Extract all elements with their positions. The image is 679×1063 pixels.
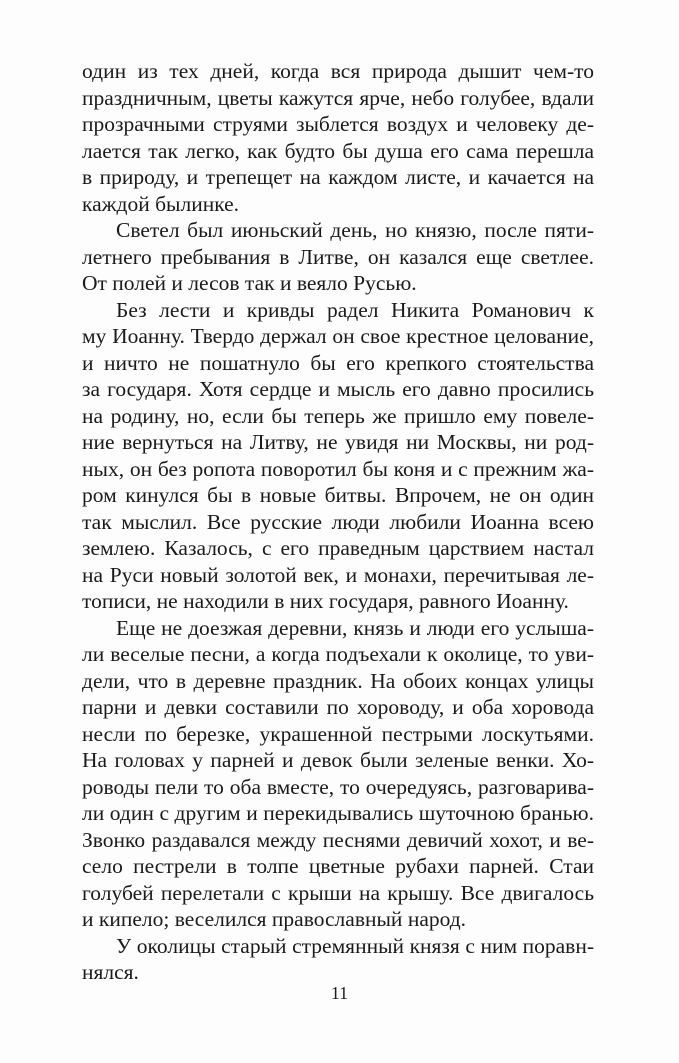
text-line: У околицы старый стремянный князя с ним поравн- — [116, 933, 594, 958]
text-line: роводы пели то оба вместе, то очередуясь, разговарива- — [82, 774, 594, 799]
text-line: землею. Казалось, с его праведным царствием настал — [82, 536, 594, 560]
paragraph — [82, 58, 594, 217]
text-line: ных, он без ропота поворотил бы коня и с прежним жа- — [82, 456, 594, 481]
text-line: в природу, и трепещет на каждом листе, и качается на — [82, 165, 594, 189]
text-line: дели, что в деревне праздник. На обоих концах улицы — [82, 668, 594, 693]
text-line: лается так легко, как будто бы душа его сама перешла — [82, 138, 594, 163]
text-line: ние вернуться на Литву, не увидя ни Москвы, ни род- — [82, 430, 594, 454]
text-line: так мыслил. Все русские люди любили Иоанна всею — [82, 509, 594, 534]
text-line: и кипело; веселился православный народ. — [82, 907, 467, 931]
text-line: каждой былинке. — [82, 191, 240, 216]
text-line: летнего пребывания в Литве, он казался еще светлее. — [82, 244, 594, 269]
paragraph — [82, 933, 594, 986]
text-line: Светел был июньский день, но князю, после пяти- — [116, 218, 594, 242]
text-line: От полей и лесов так и веяло Русью. — [82, 271, 417, 295]
text-line: село пестрели в толпе цветные рубахи парней. Стаи — [82, 854, 594, 878]
page-number: 11 — [330, 983, 349, 1003]
text-line: Звонко раздавался между песнями девичий хохот, и ве- — [82, 827, 594, 852]
text-line: несли по березке, украшенной пестрыми лоскутьями. — [82, 721, 594, 746]
text-line: голубей перелетали с крыши на крышу. Все двигалось — [82, 880, 594, 905]
text-line: тописи, не находили в них государя, равного Иоанну. — [82, 589, 569, 613]
text-line: за государя. Хотя сердце и мысль его давно просились — [82, 377, 594, 401]
text-line: му Иоанну. Твердо держал он свое крестное целование, — [82, 324, 594, 348]
text-line: ли веселые песни, а когда подъехали к околице, то уви- — [82, 642, 594, 666]
text-line: Без лести и кривды радел Никита Романович к — [116, 297, 594, 322]
text-line: ром кинулся бы в новые битвы. Впрочем, не он один — [82, 483, 594, 507]
text-line: и ничто не пошатнуло бы его крепкого стоятельства — [82, 350, 594, 375]
paragraph — [82, 615, 594, 933]
paragraph — [82, 297, 594, 615]
text-line: Еще не доезжая деревни, князь и люди его услыша- — [116, 615, 594, 640]
text-line: на родину, но, если бы теперь же пришло ему повеле- — [82, 403, 594, 428]
body-text — [82, 58, 594, 986]
text-line: На головах у парней и девок были зеленые венки. Хо- — [82, 748, 594, 772]
text-line: прозрачными струями зыблется воздух и человеку де- — [82, 112, 594, 136]
text-line: праздничным, цветы кажутся ярче, небо голубее, вдали — [82, 85, 594, 110]
text-line: ли один с другим и перекидывались шуточною бранью. — [82, 801, 594, 825]
paragraph — [82, 217, 594, 297]
text-line: парни и девки составили по хороводу, и оба хоровода — [82, 695, 594, 719]
text-line: на Руси новый золотой век, и монахи, перечитывая ле- — [82, 562, 594, 587]
text-line: нялся. — [82, 960, 139, 984]
text-line: один из тех дней, когда вся природа дышит чем-то — [82, 59, 594, 83]
